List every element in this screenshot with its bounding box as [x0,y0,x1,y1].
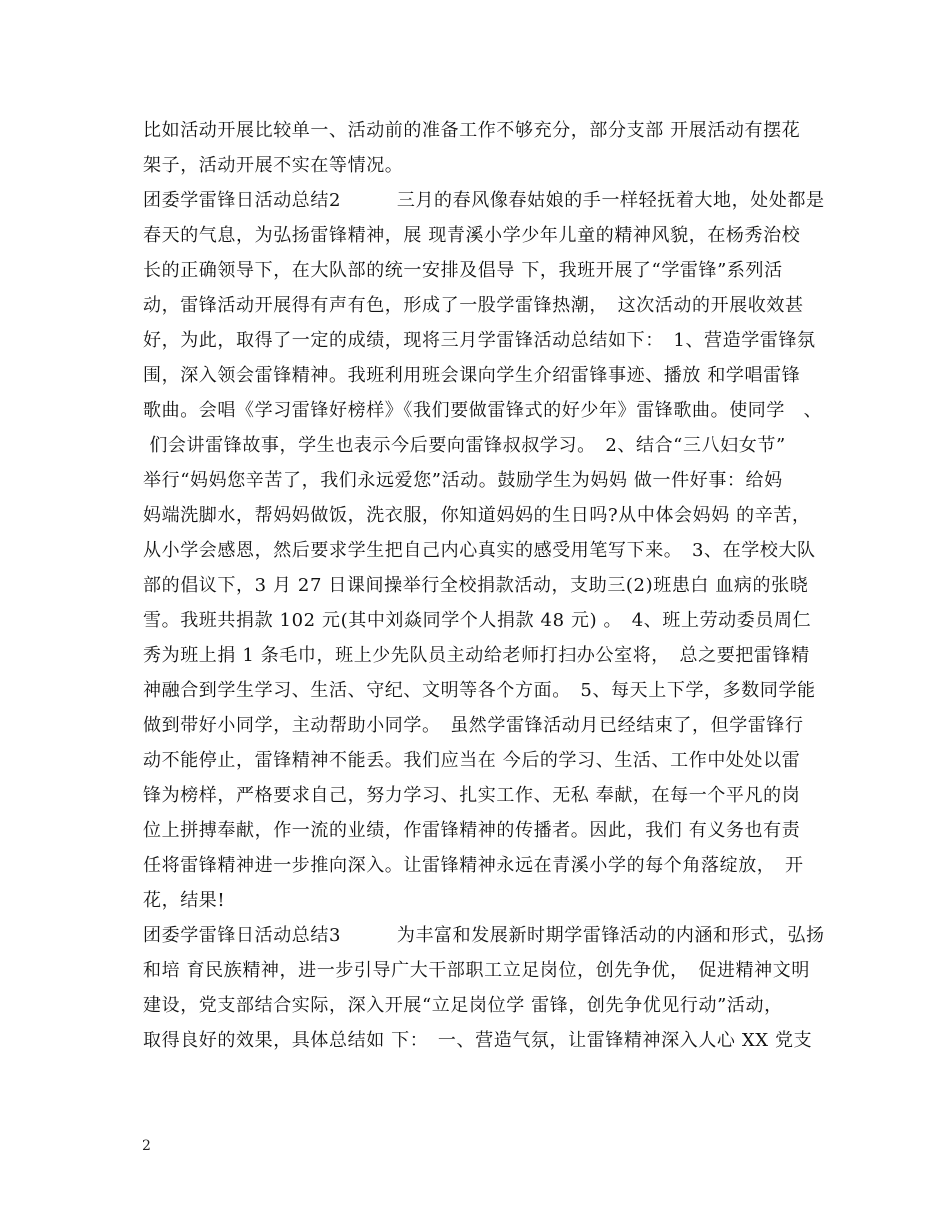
body-line-6: 动，雷锋活动开展得有声有色，形成了一股学雷锋热潮， 这次活动的开展收效甚 [143,295,804,316]
body-line-1: 比如活动开展比较单一、活动前的准备工作不够充分，部分支部 开展活动有摆花 [143,120,801,141]
body-line-2: 架子，活动开展不实在等情况。 [143,155,404,176]
body-line-17: 神融合到学生学习、生活、守纪、文明等各个方面。 5、每天上下学，多数同学能 [143,680,816,701]
body-line-8: 围，深入领会雷锋精神。我班利用班会课向学生介绍雷锋事迹、播放 和学唱雷锋 [143,365,801,386]
body-line-27: 取得良好的效果，具体总结如 下： 一、营造气氛，让雷锋精神深入人心 XX 党支 [143,1030,813,1051]
body-line-23: 花，结果! [143,890,226,911]
body-line-20: 锋为榜样，严格要求自己，努力学习、扎实工作、无私 奉献，在每一个平凡的岗 [143,785,801,806]
body-line-7: 好，为此，取得了一定的成绩，现将三月学雷锋活动总结如下： 1、营造学雷锋氛 [143,330,816,351]
section-heading-2-line: 团委学雷锋日活动总结2 三月的春风像春姑娘的手一样轻抚着大地，处处都是 [143,190,825,211]
page-number: 2 [142,1138,151,1154]
body-line-26: 建设，党支部结合实际，深入开展“立足岗位学 雷锋，创先争优见行动”活动， [143,995,783,1016]
body-line-14: 部的倡议下，3 月 27 日课间操举行全校捐款活动，支助三(2)班患白 血病的张晓 [143,575,809,596]
body-line-18: 做到带好小同学，主动帮助小同学。 虽然学雷锋活动月已经结束了，但学雷锋行 [143,715,804,736]
body-line-4: 春天的气息，为弘扬雷锋精神，展 现青溪小学少年儿童的精神风貌，在杨秀治校 [143,225,801,246]
body-line-9: 歌曲。会唱《学习雷锋好榜样》《我们要做雷锋式的好少年》雷锋歌曲。使同学 、 [143,400,823,421]
body-line-10: 们会讲雷锋故事，学生也表示今后要向雷锋叔叔学习。 2、结合“三八妇女节” [143,435,786,456]
body-line-22: 任将雷锋精神进一步推向深入。让雷锋精神永远在青溪小学的每个角落绽放， 开 [143,855,804,876]
body-line-5: 长的正确领导下，在大队部的统一安排及倡导 下，我班开展了“学雷锋”系列活 [143,260,783,281]
body-line-19: 动不能停止，雷锋精神不能丢。我们应当在 今后的学习、生活、工作中处处以雷 [143,750,801,771]
body-line-15: 雪。我班共捐款 102 元(其中刘焱同学个人捐款 48 元) 。 4、班上劳动委员周仁 [143,610,812,631]
body-line-21: 位上拼搏奉献，作一流的业绩，作雷锋精神的传播者。因此，我们 有义务也有责 [143,820,801,841]
body-line-16: 秀为班上捐 1 条毛巾，班上少先队员主动给老师打扫办公室将， 总之要把雷锋精 [143,645,810,666]
body-line-11: 举行“妈妈您辛苦了，我们永远爱您”活动。鼓励学生为妈妈 做一件好事：给妈 [143,470,783,491]
body-line-13: 从小学会感恩，然后要求学生把自己内心真实的感受用笔写下来。 3、在学校大队 [143,540,816,561]
body-line-25: 和培 育民族精神，进一步引导广大干部职工立足岗位，创先争优， 促进精神文明 [143,960,810,981]
section-heading-3-line: 团委学雷锋日活动总结3 为丰富和发展新时期学雷锋活动的内涵和形式，弘扬 [143,925,825,946]
body-line-12: 妈端洗脚水，帮妈妈做饭，洗衣服，你知道妈妈的生日吗?从中体会妈妈 的辛苦， [143,505,811,526]
